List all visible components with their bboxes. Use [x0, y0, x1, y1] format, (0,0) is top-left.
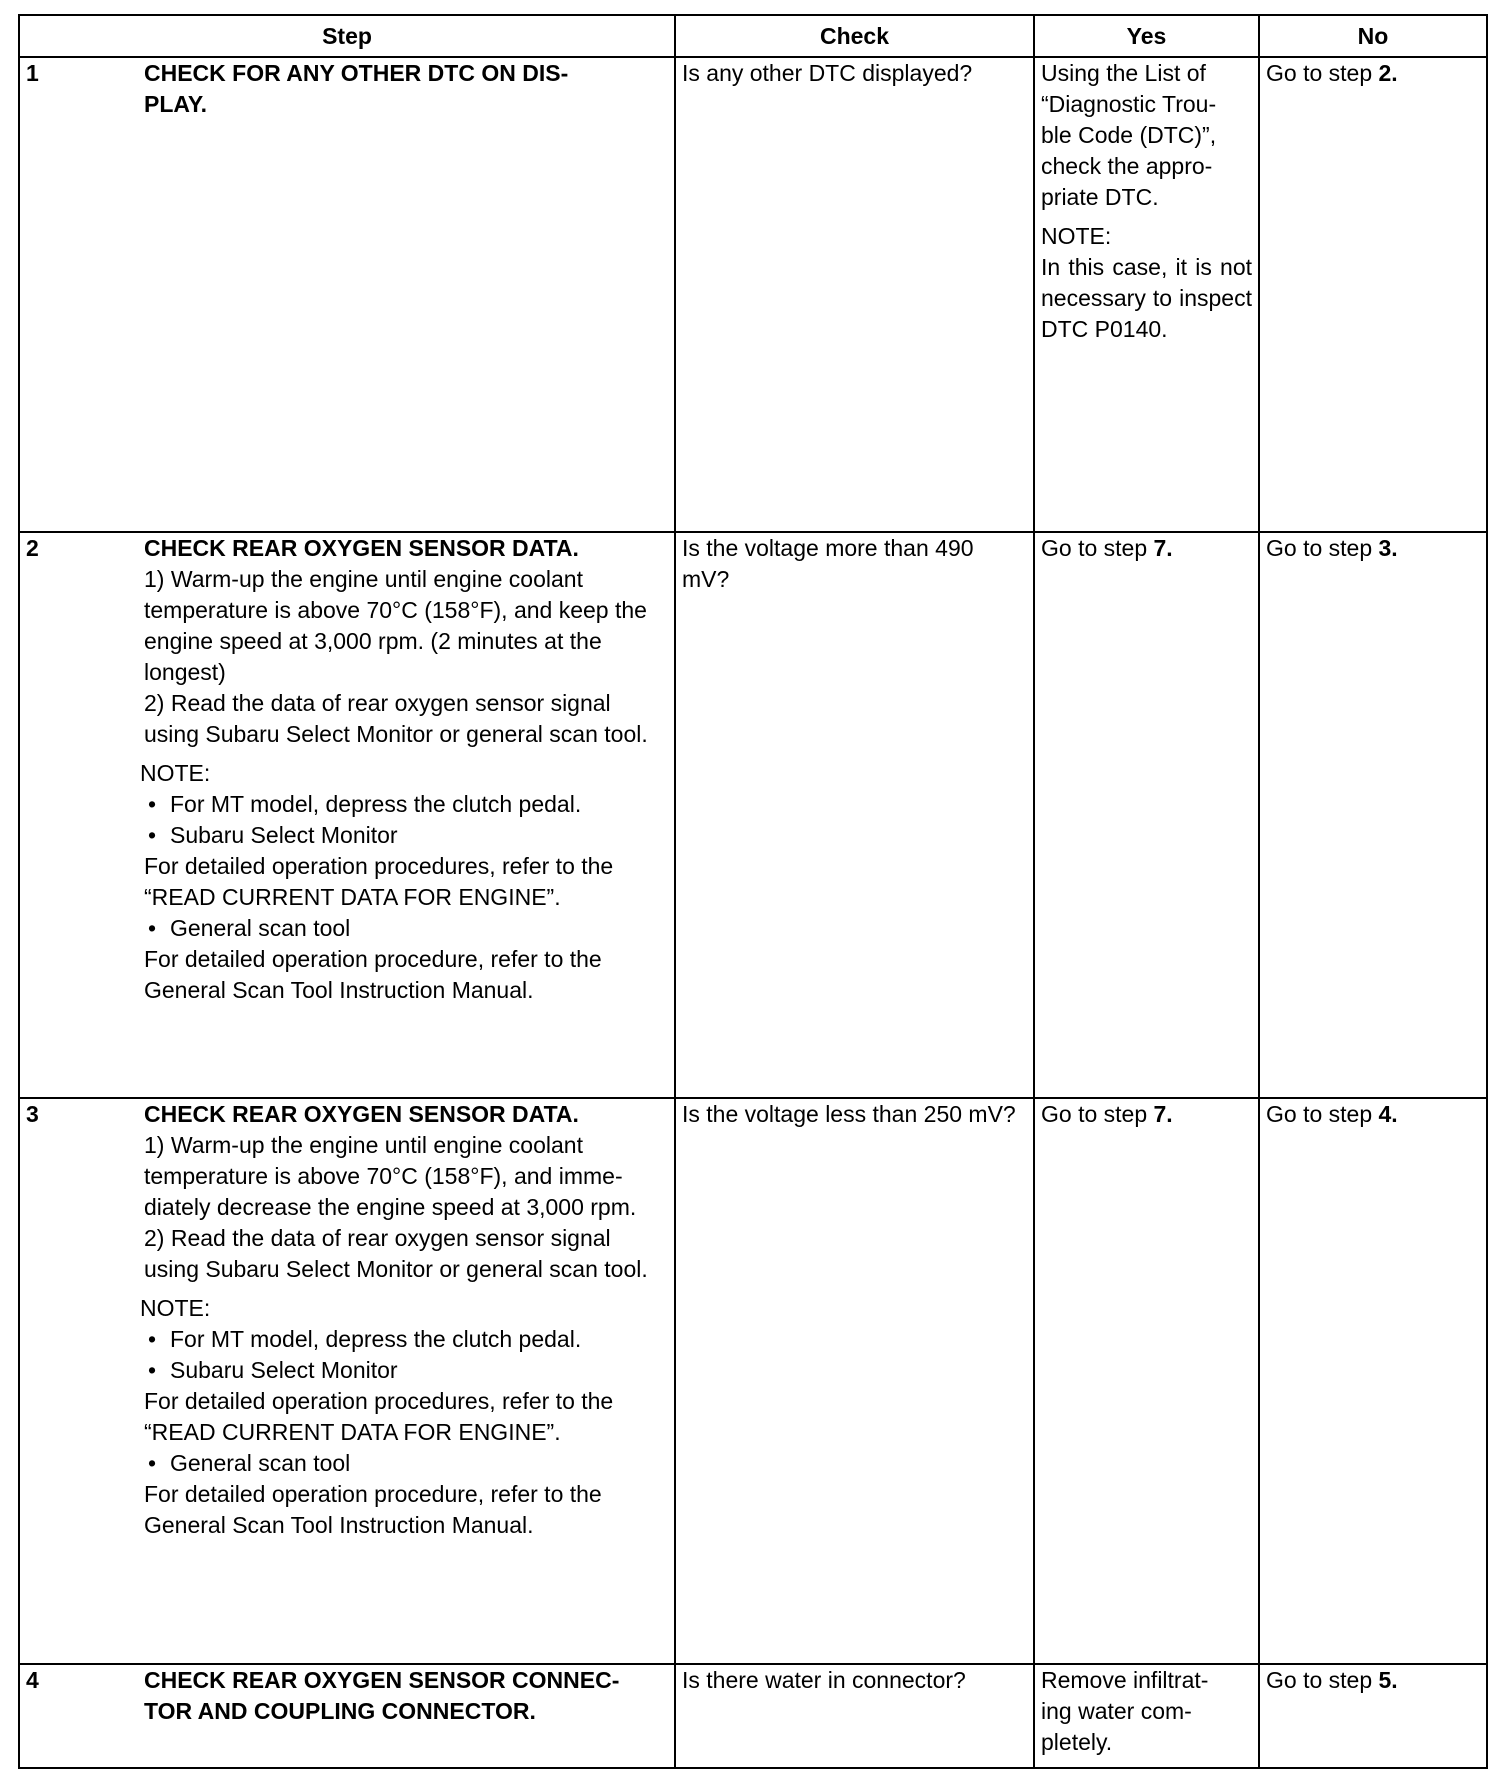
step-instruction-2: 2) Read the data of rear oxygen sensor signal using Subaru Select Monitor or general scan tool.: [144, 690, 648, 747]
bullet-item: • For MT model, depress the clutch pedal.: [144, 789, 668, 820]
step-cell: [19, 57, 675, 532]
yes-prefix: Go to step: [1041, 535, 1154, 561]
bullet-item: • For MT model, depress the clutch pedal.: [144, 1324, 668, 1355]
yes-cell: [1034, 1098, 1259, 1664]
header-yes: Yes: [1034, 15, 1259, 57]
no-prefix: Go to step: [1266, 60, 1379, 86]
no-cell: [1259, 532, 1487, 1098]
step-number: 2: [26, 535, 39, 561]
no-step-link[interactable]: 3.: [1378, 535, 1398, 561]
step-title: CHECK REAR OXYGEN SENSOR DATA.: [144, 1101, 579, 1127]
bullet-item: • Subaru Select Monitor: [144, 820, 668, 851]
no-prefix: Go to step: [1266, 1101, 1379, 1127]
yes-prefix: Go to step: [1041, 1101, 1154, 1127]
diagnostic-table: [18, 14, 1488, 1769]
note-label: NOTE:: [140, 1295, 211, 1321]
step-number: 4: [26, 1667, 39, 1693]
yes-cell: [1034, 532, 1259, 1098]
bullet-detail: For detailed operation procedures, refer to the “READ CURRENT DATA FOR ENGINE”.: [144, 1388, 614, 1445]
yes-text: Using the List of “Diagnostic Trou- ble Code (DTC)”, check the appro- priate DTC.: [1041, 60, 1217, 210]
step-instruction-2: 2) Read the data of rear oxygen sensor signal using Subaru Select Monitor or general scan tool.: [144, 1225, 648, 1282]
yes-step-link[interactable]: 7.: [1153, 535, 1173, 561]
header-row: [19, 15, 1487, 57]
no-step-link[interactable]: 5.: [1378, 1667, 1398, 1693]
bullet-item: • General scan tool: [144, 913, 668, 944]
table-row: [19, 1098, 1487, 1664]
bullet-item: • General scan tool: [144, 1448, 668, 1479]
check-cell: Is there water in connector?: [675, 1664, 1034, 1768]
step-cell: [19, 1098, 675, 1664]
table-row: [19, 1664, 1487, 1768]
no-step-link[interactable]: 4.: [1378, 1101, 1398, 1127]
check-cell: Is the voltage more than 490 mV?: [675, 532, 1034, 1098]
no-step-link[interactable]: 2.: [1378, 60, 1398, 86]
yes-cell: Remove infiltrat- ing water com- pletely.: [1034, 1664, 1259, 1768]
step-number: 1: [26, 60, 39, 86]
no-cell: [1259, 1664, 1487, 1768]
step-cell: [19, 1664, 675, 1768]
no-prefix: Go to step: [1266, 1667, 1379, 1693]
yes-note-label: NOTE:: [1041, 223, 1112, 249]
step-instruction-1: 1) Warm-up the engine until engine coolant temperature is above 70°C (158°F), and imme- diately decrease the engine speed at 3,000 rpm.: [144, 1132, 637, 1220]
step-number: 3: [26, 1101, 39, 1127]
no-prefix: Go to step: [1266, 535, 1379, 561]
step-cell: [19, 532, 675, 1098]
yes-note-text: In this case, it is not necessary to inspect DTC P0140.: [1041, 254, 1252, 342]
yes-cell: [1034, 57, 1259, 532]
step-instruction-1: 1) Warm-up the engine until engine coolant temperature is above 70°C (158°F), and keep the engine speed at 3,000 rpm. (2 minutes at the longest): [144, 566, 647, 685]
header-step: Step: [19, 15, 675, 57]
table-row: [19, 532, 1487, 1098]
step-title: CHECK FOR ANY OTHER DTC ON DIS- PLAY.: [144, 60, 569, 117]
no-cell: [1259, 1098, 1487, 1664]
bullet-detail: For detailed operation procedures, refer to the “READ CURRENT DATA FOR ENGINE”.: [144, 853, 614, 910]
header-no: No: [1259, 15, 1487, 57]
check-cell: Is the voltage less than 250 mV?: [675, 1098, 1034, 1664]
no-cell: [1259, 57, 1487, 532]
header-check: Check: [675, 15, 1034, 57]
bullet-item: • Subaru Select Monitor: [144, 1355, 668, 1386]
yes-step-link[interactable]: 7.: [1153, 1101, 1173, 1127]
check-cell: Is any other DTC displayed?: [675, 57, 1034, 532]
step-title: CHECK REAR OXYGEN SENSOR CONNEC- TOR AND COUPLING CONNECTOR.: [144, 1667, 620, 1724]
note-label: NOTE:: [140, 760, 211, 786]
bullet-detail: For detailed operation procedure, refer to the General Scan Tool Instruction Manual.: [144, 946, 602, 1003]
step-title: CHECK REAR OXYGEN SENSOR DATA.: [144, 535, 579, 561]
bullet-detail: For detailed operation procedure, refer to the General Scan Tool Instruction Manual.: [144, 1481, 602, 1538]
table-row: [19, 57, 1487, 532]
